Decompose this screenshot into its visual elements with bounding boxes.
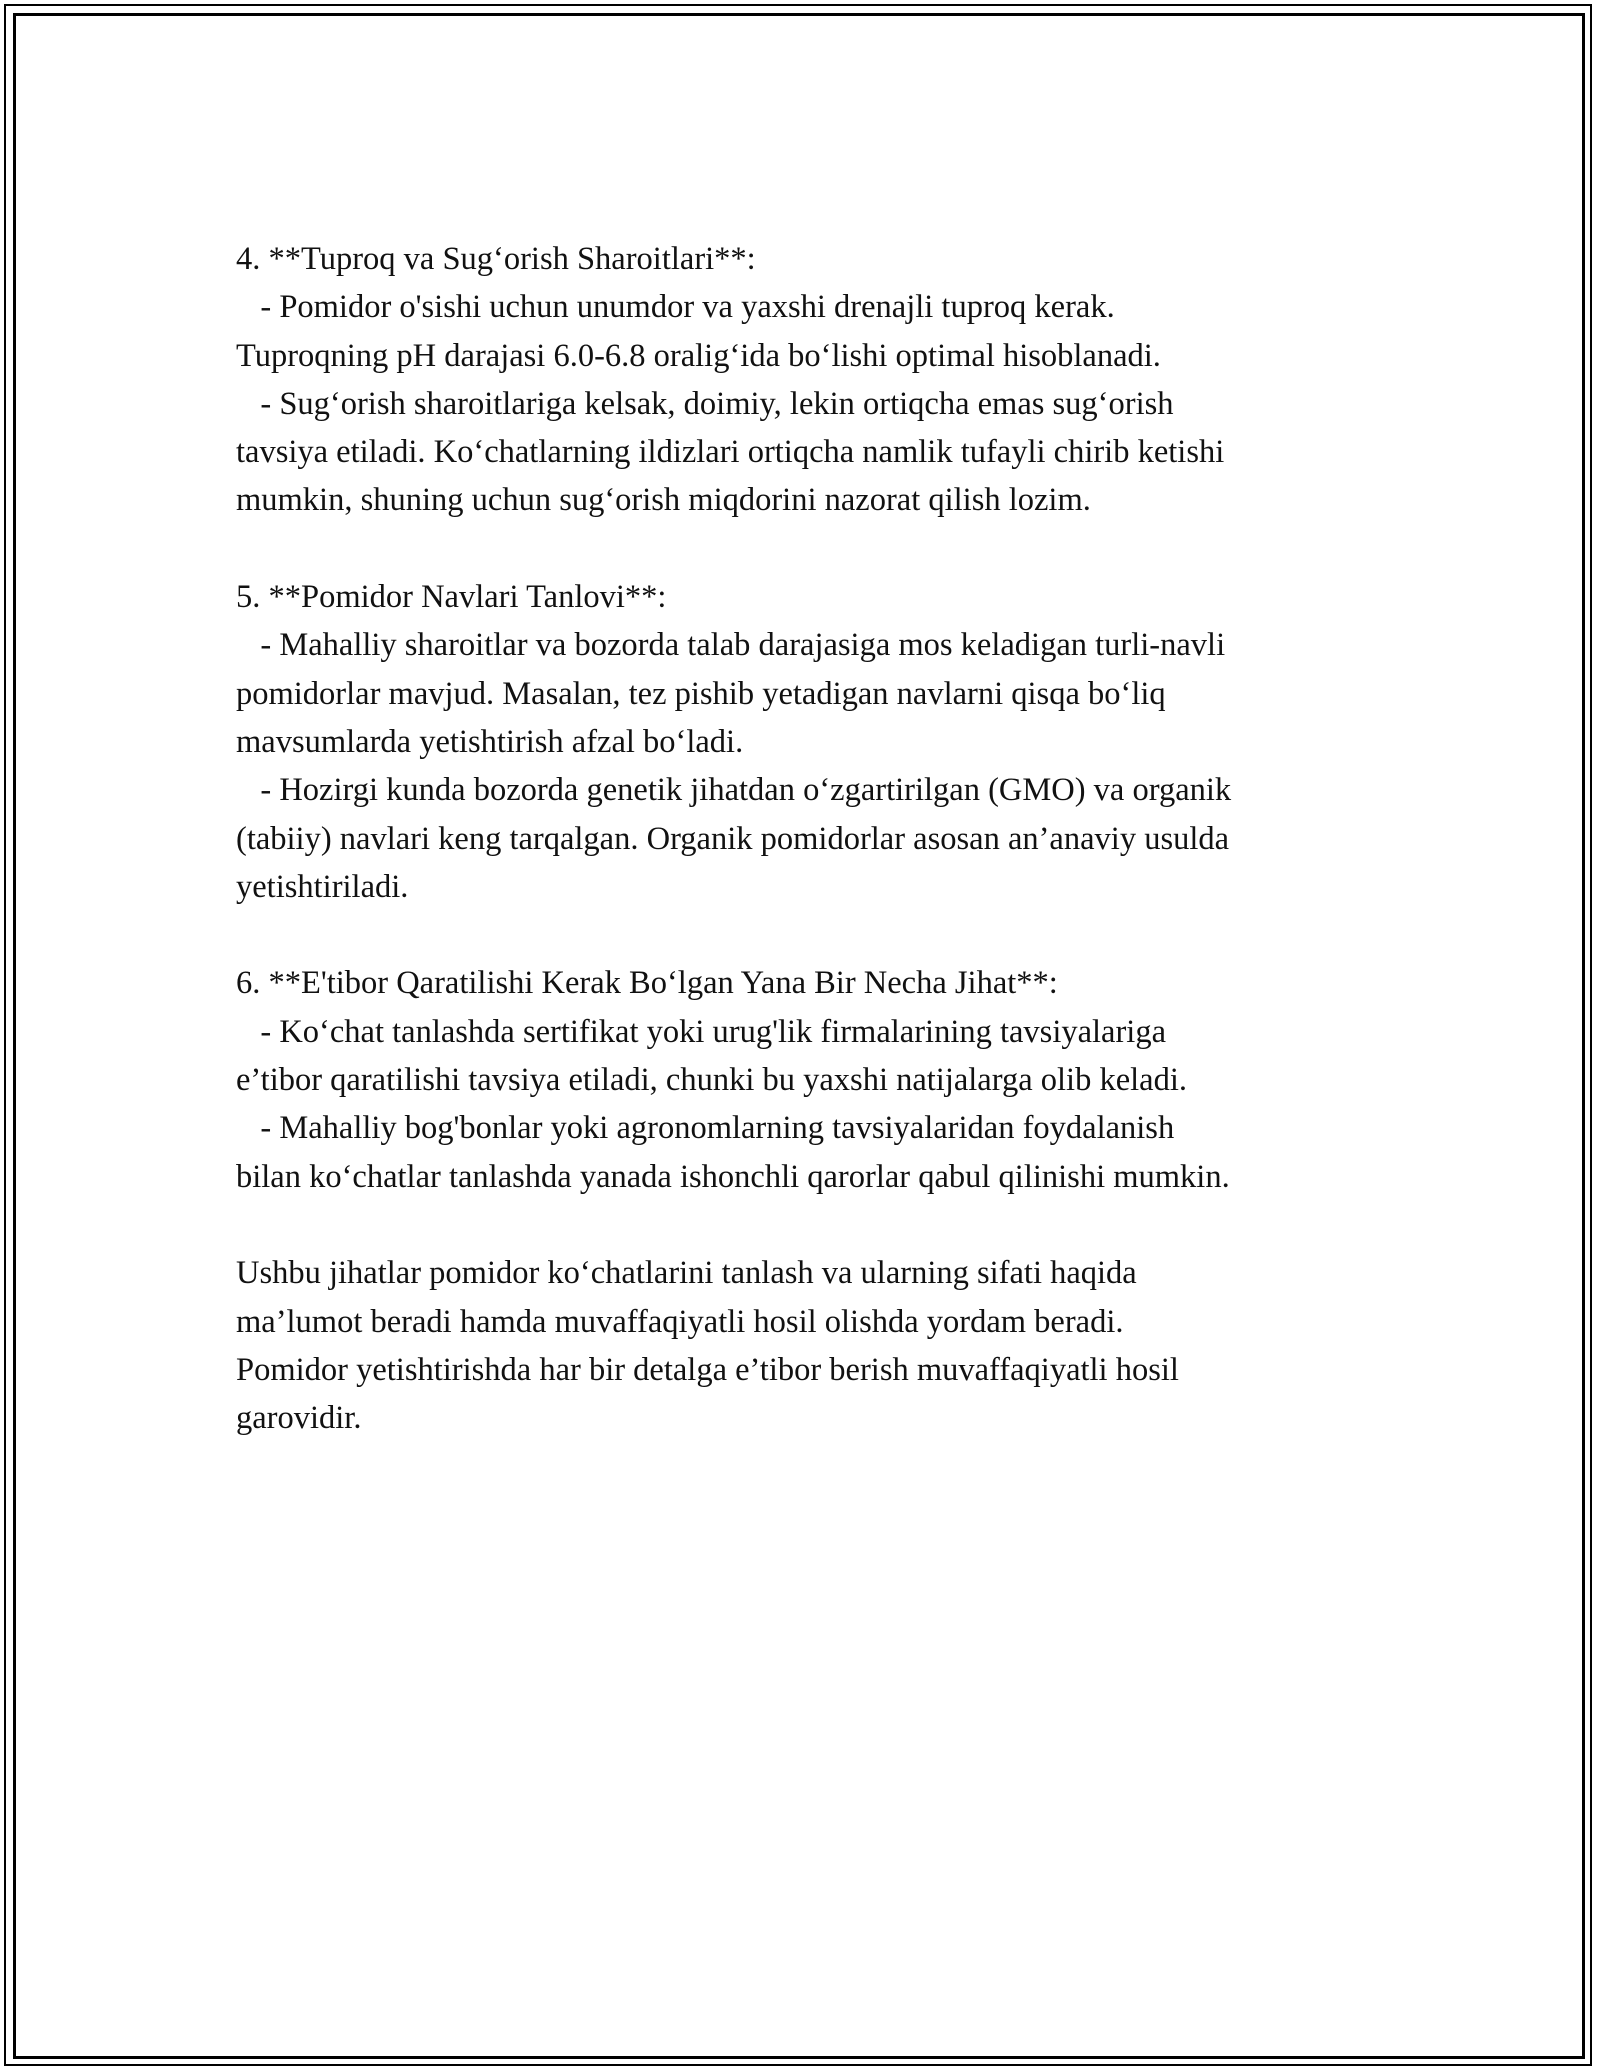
text-line: tavsiya etiladi. Ko‘chatlarning ildizlari ortiqcha namlik tufayli chirib ketishi — [236, 434, 1225, 471]
text-line: - Pomidor o'sishi uchun unumdor va yaxshi drenajli tuproq kerak. — [236, 289, 1115, 326]
document-body — [236, 235, 1416, 1442]
text-line: pomidorlar mavjud. Masalan, tez pishib yetadigan navlarni qisqa bo‘liq — [236, 675, 1166, 712]
text-line: e’tibor qaratilishi tavsiya etiladi, chunki bu yaxshi natijalarga olib keladi. — [236, 1062, 1187, 1099]
section-heading: 5. **Pomidor Navlari Tanlovi**: — [236, 579, 667, 616]
paragraph-gap — [236, 1201, 1416, 1249]
text-line: - Mahalliy sharoitlar va bozorda talab darajasiga mos keladigan turli-navli — [236, 627, 1226, 664]
paragraph-gap — [236, 911, 1416, 959]
text-line: Tuproqning pH darajasi 6.0-6.8 oralig‘ida bo‘lishi optimal hisoblanadi. — [236, 337, 1161, 374]
text-line: - Sug‘orish sharoitlariga kelsak, doimiy, lekin ortiqcha emas sug‘orish — [236, 385, 1174, 422]
conclusion-paragraph — [236, 1249, 1416, 1442]
section-tomato-varieties — [236, 573, 1416, 911]
section-other-aspects — [236, 959, 1416, 1200]
text-line: bilan ko‘chatlar tanlashda yanada ishonchli qarorlar qabul qilinishi mumkin. — [236, 1158, 1230, 1195]
text-line: mavsumlarda yetishtirish afzal bo‘ladi. — [236, 723, 744, 760]
text-line: - Hozirgi kunda bozorda genetik jihatdan o‘zgartirilgan (GMO) va organik — [236, 772, 1232, 809]
paragraph-gap — [236, 525, 1416, 573]
text-line: mumkin, shuning uchun sug‘orish miqdorini nazorat qilish lozim. — [236, 482, 1091, 519]
text-line: garovidir. — [236, 1400, 362, 1437]
text-line: ma’lumot beradi hamda muvaffaqiyatli hosil olishda yordam beradi. — [236, 1303, 1124, 1340]
text-line: Pomidor yetishtirishda har bir detalga e’tibor berish muvaffaqiyatli hosil — [236, 1351, 1179, 1388]
section-soil-irrigation — [236, 235, 1416, 525]
section-heading: 4. **Tuproq va Sug‘orish Sharoitlari**: — [236, 241, 756, 277]
text-line: - Ko‘chat tanlashda sertifikat yoki urug'lik firmalarining tavsiyalariga — [236, 1013, 1167, 1050]
text-line: yetishtiriladi. — [236, 868, 409, 905]
text-line: Ushbu jihatlar pomidor ko‘chatlarini tanlash va ularning sifati haqida — [236, 1255, 1137, 1292]
section-heading: 6. **E'tibor Qaratilishi Kerak Bo‘lgan Yana Bir Necha Jihat**: — [236, 965, 1058, 1002]
text-line: (tabiiy) navlari keng tarqalgan. Organik pomidorlar asosan an’anaviy usulda — [236, 820, 1230, 857]
text-line: - Mahalliy bog'bonlar yoki agronomlarning tavsiyalaridan foydalanish — [236, 1110, 1175, 1147]
